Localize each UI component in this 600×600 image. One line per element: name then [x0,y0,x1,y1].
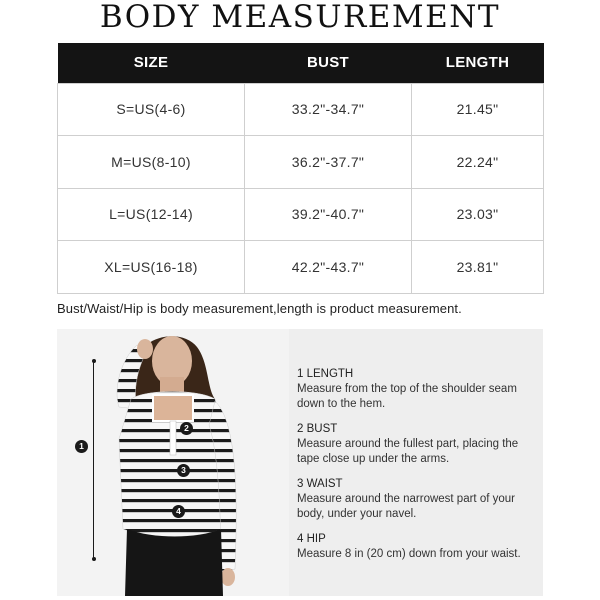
length-cell: 21.45" [412,83,544,136]
lower-hand [221,568,235,586]
table-row [58,83,544,136]
black-pants [125,529,223,596]
measure-hip-heading: 4 HIP [297,533,326,545]
size-chart-table [57,43,544,294]
button-placket [170,421,176,455]
measure-hip-desc: Measure 8 in (20 cm) down from your waist. [297,548,521,560]
neckline [153,395,193,421]
table-row [58,241,544,294]
measure-waist-desc: Measure around the narrowest part of your body, under your navel. [297,493,515,520]
length-cell: 22.24" [412,136,544,189]
bust-cell: 39.2"-40.7" [245,188,412,241]
size-cell: L=US(12-14) [58,188,245,241]
model-illustration [57,329,289,596]
size-cell: M=US(8-10) [58,136,245,189]
measure-length-heading: 1 LENGTH [297,368,354,380]
length-cell: 23.03" [412,188,544,241]
size-cell: S=US(4-6) [58,83,245,136]
measure-waist-heading: 3 WAIST [297,478,343,490]
measure-bust [297,422,541,467]
marker-length: 1 [75,440,88,453]
header-length: LENGTH [412,43,544,83]
measure-hip [297,532,541,562]
measure-bust-heading: 2 BUST [297,423,338,435]
length-bottom-dot [92,557,96,561]
hand-shape [137,339,153,359]
header-size: SIZE [58,43,245,83]
marker-bust: 2 [180,422,193,435]
size-cell: XL=US(16-18) [58,241,245,294]
bust-cell: 36.2"-37.7" [245,136,412,189]
bust-cell: 33.2"-34.7" [245,83,412,136]
measure-length-desc: Measure from the top of the shoulder seam down to the hem. [297,383,517,410]
page-title: BODY MEASUREMENT [99,0,501,35]
table-row [58,136,544,189]
measure-length [297,367,541,412]
measure-waist [297,477,541,522]
length-guide-line [93,361,94,559]
table-header-row [58,43,544,83]
measurement-note: Bust/Waist/Hip is body measurement,length is product measurement. [57,301,462,316]
length-cell: 23.81" [412,241,544,294]
table-row [58,188,544,241]
measure-bust-desc: Measure around the fullest part, placing the tape close up under the arms. [297,438,519,465]
header-bust: BUST [245,43,412,83]
marker-waist: 3 [177,464,190,477]
bust-cell: 42.2"-43.7" [245,241,412,294]
model-photo-panel [57,329,289,596]
measurement-instructions [289,329,543,596]
marker-hip: 4 [172,505,185,518]
length-top-dot [92,359,96,363]
